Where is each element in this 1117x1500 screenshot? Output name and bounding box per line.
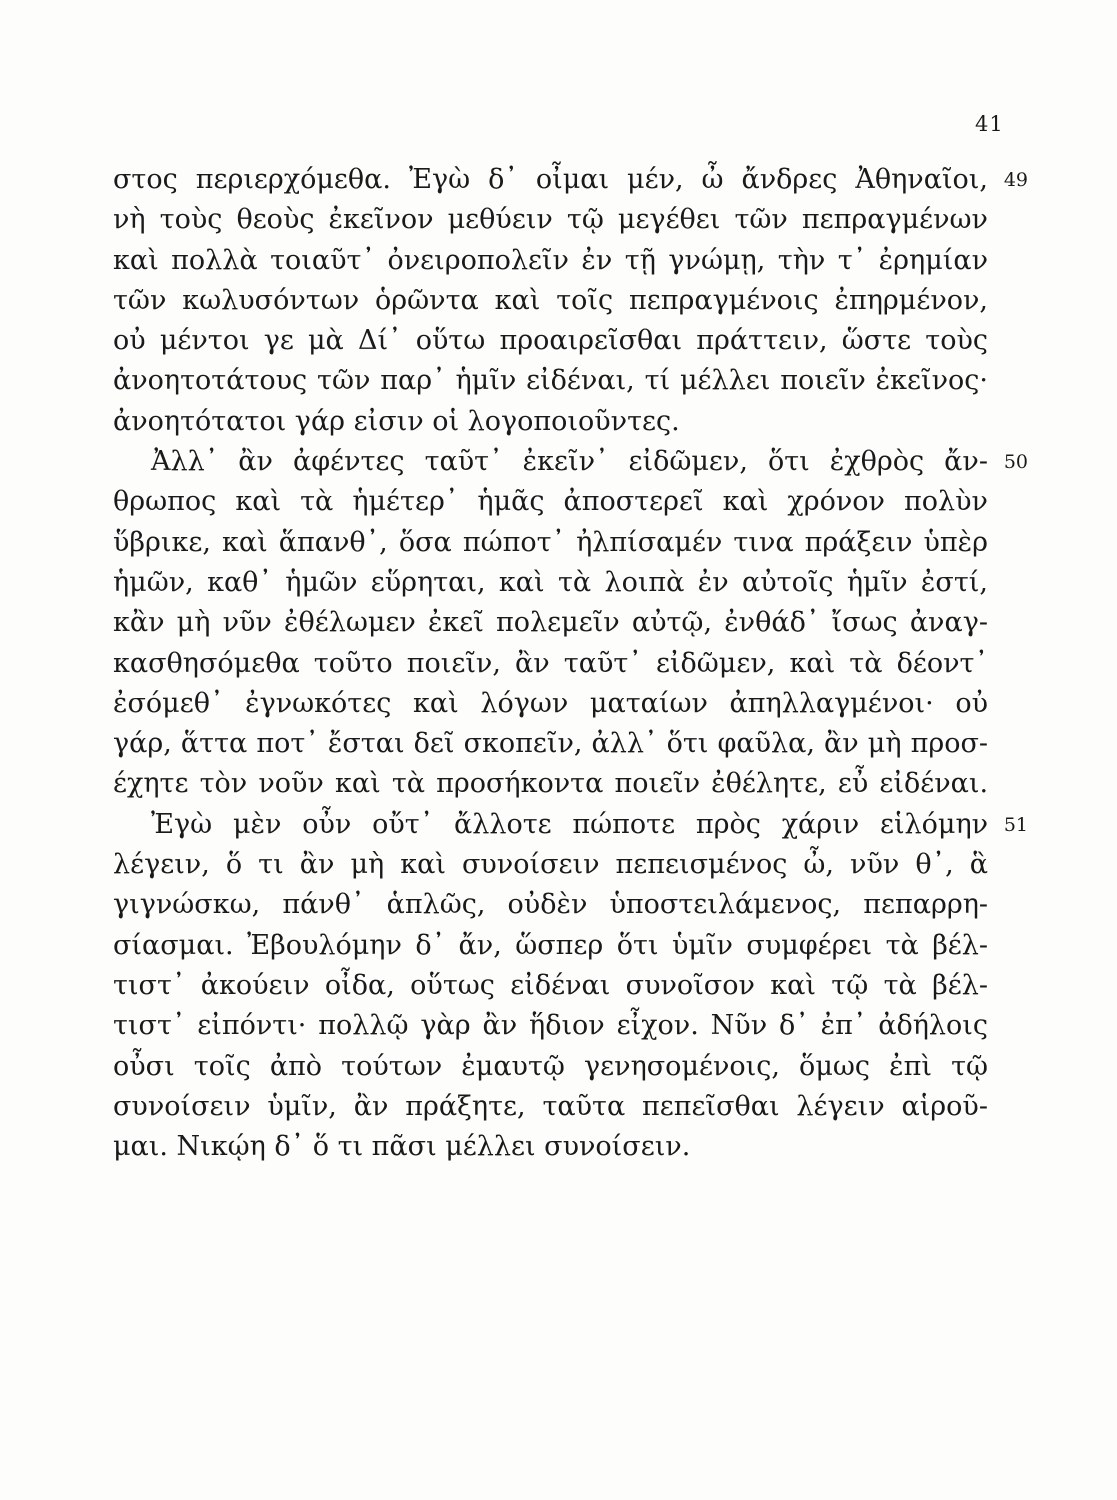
text-line: ἀνοητότατοι γάρ εἰσιν οἱ λογοποιοῦντες. — [113, 405, 680, 437]
text-body — [113, 160, 1028, 1167]
page-number: 41 — [975, 112, 1004, 136]
text-line: σίασμαι. Ἐβουλόμην δ᾽ ἄν, ὥσπερ ὅτι ὑμῖν συμφέρει τὰ βέλ- — [113, 929, 989, 961]
text-line: νὴ τοὺς θεοὺς ἐκεῖνον μεθύειν τῷ μεγέθει τῶν πεπραγμένων — [113, 204, 988, 236]
text-line: ἐσόμεθ᾽ ἐγνωκότες καὶ λόγων ματαίων ἀπηλλαγμένοι· οὐ — [113, 687, 988, 719]
text-line: κἂν μὴ νῦν ἐθέλωμεν ἐκεῖ πολεμεῖν αὐτῷ, ἐνθάδ᾽ ἴσως ἀναγ- — [113, 607, 988, 639]
text-line: τιστ᾽ ἀκούειν οἶδα, οὕτως εἰδέναι συνοῖσον καὶ τῷ τὰ βέλ- — [113, 969, 988, 1001]
section-number: 51 — [1003, 813, 1028, 836]
section-number: 50 — [1003, 451, 1028, 474]
section-number: 49 — [1003, 169, 1028, 191]
text-line: τιστ᾽ εἰπόντι· πολλῷ γὰρ ἂν ἥδιον εἶχον. Νῦν δ᾽ ἐπ᾽ ἀδήλοις — [113, 1010, 988, 1042]
text-line: λέγειν, ὅ τι ἂν μὴ καὶ συνοίσειν πεπεισμένος ὦ, νῦν θ᾽, ἃ — [113, 849, 988, 881]
text-line: οὐ μέντοι γε μὰ Δί᾽ οὕτω προαιρεῖσθαι πράττειν, ὥστε τοὺς — [113, 325, 989, 357]
text-line: γάρ, ἅττα ποτ᾽ ἔσται δεῖ σκοπεῖν, ἀλλ᾽ ὅτι φαῦλα, ἂν μὴ προσ- — [113, 728, 989, 760]
text-line: κασθησόμεθα τοῦτο ποιεῖν, ἂν ταῦτ᾽ εἰδῶμεν, καὶ τὰ δέοντ᾽ — [113, 647, 988, 679]
text-line: καὶ πολλὰ τοιαῦτ᾽ ὀνειροπολεῖν ἐν τῇ γνώμῃ, τὴν τ᾽ ἐρημίαν — [113, 244, 989, 276]
text-line: Ἀλλ᾽ ἂν ἀφέντες ταῦτ᾽ ἐκεῖν᾽ εἰδῶμεν, ὅτι ἐχθρὸς ἄν- 50 — [113, 442, 988, 482]
text-line: θρωπος καὶ τὰ ἡμέτερ᾽ ἡμᾶς ἀποστερεῖ καὶ χρόνον πολὺν — [113, 486, 988, 518]
text-line: ἀνοητοτάτους τῶν παρ᾽ ἡμῖν εἰδέναι, τί μέλλει ποιεῖν ἐκεῖνος· — [113, 365, 988, 397]
text-line: στος περιερχόμεθα. Ἐγὼ δ᾽ οἶμαι μέν, ὦ ἄνδρες Ἀθηναῖοι, 49 — [113, 160, 988, 200]
text-line: ἡμῶν, καθ᾽ ἡμῶν εὕρηται, καὶ τὰ λοιπὰ ἐν αὐτοῖς ἡμῖν ἐστί, — [113, 566, 988, 598]
text-line: συνοίσειν ὑμῖν, ἂν πράξητε, ταῦτα πεπεῖσθαι λέγειν αἱροῦ- — [113, 1090, 988, 1122]
text-line: οὖσι τοῖς ἀπὸ τούτων ἐμαυτῷ γενησομένοις, ὅμως ἐπὶ τῷ — [113, 1050, 989, 1082]
text-line: τῶν κωλυσόντων ὁρῶντα καὶ τοῖς πεπραγμένοις ἐπηρμένον, — [113, 284, 988, 316]
text-line: μαι. Νικῴη δ᾽ ὅ τι πᾶσι μέλλει συνοίσειν. — [113, 1131, 691, 1163]
text-line: ὕβρικε, καὶ ἅπανθ᾽, ὅσα πώποτ᾽ ἠλπίσαμέν τινα πράξειν ὑπὲρ — [113, 526, 988, 558]
text-line: γιγνώσκω, πάνθ᾽ ἁπλῶς, οὐδὲν ὑποστειλάμενος, πεπαρρη- — [113, 889, 989, 921]
text-line: Ἐγὼ μὲν οὖν οὔτ᾽ ἄλλοτε πώποτε πρὸς χάριν εἱλόμην 51 — [113, 805, 988, 845]
text-line: έχητε τὸν νοῦν καὶ τὰ προσήκοντα ποιεῖν ἐθέλητε, εὖ εἰδέναι. — [113, 768, 989, 800]
